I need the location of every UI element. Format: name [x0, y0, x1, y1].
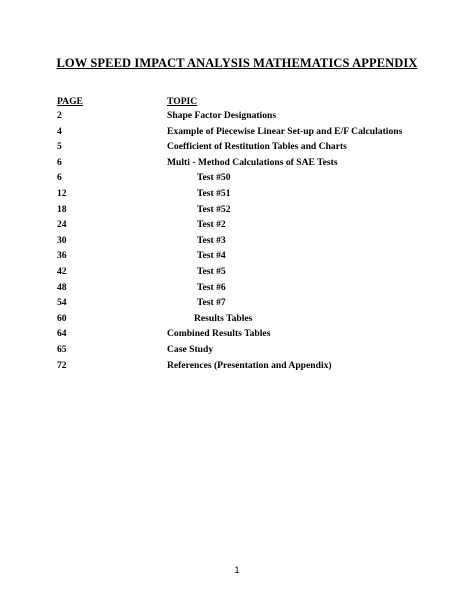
toc-page-column-header: PAGE [57, 96, 83, 107]
toc-rows [57, 110, 437, 375]
toc-page-number: 6 [57, 172, 62, 184]
toc-page-number: 72 [57, 359, 67, 371]
toc-topic: Test #52 [197, 203, 231, 215]
toc-row [57, 313, 437, 329]
toc-row [57, 235, 437, 251]
table-of-contents [57, 96, 437, 375]
toc-page-number: 18 [57, 203, 67, 215]
toc-row [57, 297, 437, 313]
toc-row [57, 110, 437, 126]
toc-row [57, 157, 437, 173]
toc-page-number: 54 [57, 297, 67, 309]
toc-topic: Shape Factor Designations [167, 110, 277, 121]
toc-topic: Test #4 [197, 250, 226, 262]
document-title: LOW SPEED IMPACT ANALYSIS MATHEMATICS APPENDIX [56, 56, 418, 70]
toc-topic: Test #50 [197, 172, 231, 184]
toc-topic: Results Tables [194, 312, 253, 324]
toc-topic: Test #5 [197, 265, 226, 277]
toc-topic: Case Study [167, 343, 214, 355]
toc-page-number: 36 [57, 250, 67, 262]
toc-topic: References (Presentation and Appendix) [167, 359, 332, 371]
toc-page-number: 64 [57, 328, 67, 340]
toc-row [57, 188, 437, 204]
toc-topic: Example of Piecewise Linear Set-up and E/F Calculations [167, 125, 403, 137]
toc-row [57, 126, 437, 142]
toc-topic: Test #6 [197, 281, 226, 293]
page-number: 1 [234, 565, 240, 575]
toc-topic: Test #51 [197, 187, 231, 199]
toc-topic: Test #3 [197, 234, 226, 246]
toc-row [57, 219, 437, 235]
toc-row [57, 172, 437, 188]
toc-page-number: 30 [57, 234, 67, 246]
toc-page-number: 5 [57, 141, 62, 153]
toc-row [57, 282, 437, 298]
toc-page-number: 12 [57, 187, 67, 199]
toc-row [57, 360, 437, 376]
toc-row [57, 266, 437, 282]
toc-header-row [57, 96, 437, 110]
toc-row [57, 204, 437, 220]
toc-page-number: 6 [57, 156, 62, 168]
toc-page-number: 60 [57, 312, 67, 324]
toc-topic: Coefficient of Restitution Tables and Charts [167, 141, 347, 153]
toc-page-number: 48 [57, 281, 67, 293]
toc-page-number: 24 [57, 219, 67, 231]
toc-topic: Test #2 [197, 219, 226, 231]
toc-page-number: 4 [57, 125, 62, 137]
toc-row [57, 250, 437, 266]
toc-page-number: 42 [57, 265, 67, 277]
toc-page-number: 65 [57, 343, 67, 355]
toc-row [57, 328, 437, 344]
toc-topic-column-header: TOPIC [167, 96, 198, 107]
toc-topic: Combined Results Tables [167, 328, 271, 340]
toc-row [57, 344, 437, 360]
toc-topic: Test #7 [197, 297, 226, 309]
toc-topic: Multi - Method Calculations of SAE Tests [167, 156, 338, 168]
toc-row [57, 141, 437, 157]
toc-page-number: 2 [57, 110, 62, 121]
